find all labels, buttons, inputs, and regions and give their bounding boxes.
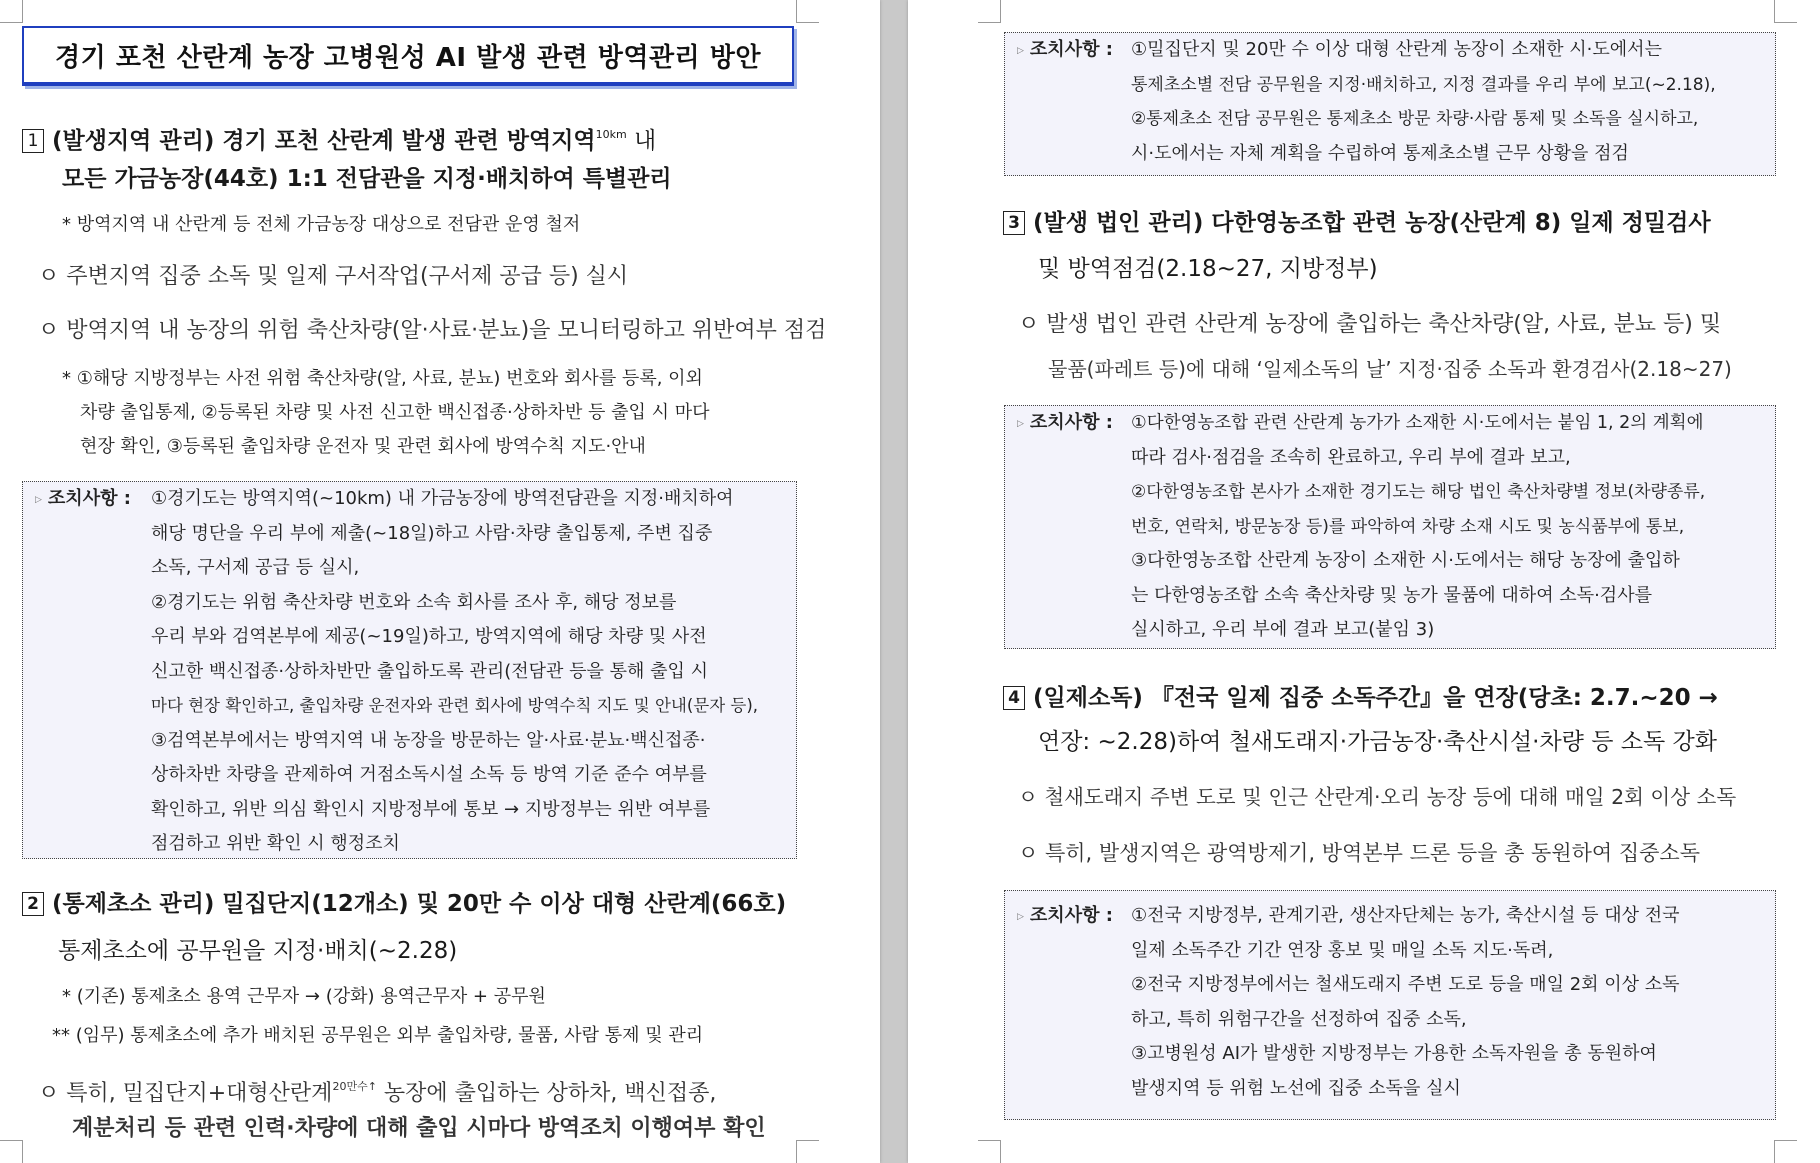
action-line: 하고, 특히 위험구간을 선정하여 집중 소독, [1131, 1008, 1467, 1030]
action-label: ▷ 조치사항 : [1017, 905, 1113, 926]
action-line: ③다한영농조합 산란계 농장이 소재한 시·도에서는 해당 농장에 출입하 [1131, 550, 1680, 571]
action-line: 는 다한영농조합 소속 축산차량 및 농가 물품에 대하여 소독·검사를 [1131, 584, 1652, 606]
action-line: ②전국 지방정부에서는 철새도래지 주변 도로 등을 매일 2회 이상 소독 [1131, 974, 1680, 995]
action-line: ①다한영농조합 관련 산란계 농가가 소재한 시·도에서는 붙임 1, 2의 계획에 [1131, 413, 1704, 433]
action-line: 실시하고, 우리 부에 결과 보고(붙임 3) [1131, 619, 1435, 640]
crop-mark [0, 0, 23, 23]
section-4-line-2: 연장: ~2.28)하여 철새도래지·가금농장·축산시설·차량 등 소독 강화 [1038, 729, 1717, 755]
section-2-bullet-2: 계분처리 등 관련 인력·차량에 대해 출입 시마다 방역조치 이행여부 확인 [72, 1116, 766, 1141]
triangle-icon: ▷ [1017, 46, 1024, 56]
action-box-1 [22, 481, 797, 859]
triangle-icon: ▷ [1017, 419, 1024, 429]
section-1-note: * 방역지역 내 산란계 등 전체 가금농장 대상으로 전담관 운영 철저 [62, 214, 581, 235]
action-line: ①경기도는 방역지역(~10km) 내 가금농장에 방역전담관을 지정·배치하여 [151, 488, 734, 509]
action-line: ②경기도는 위험 축산차량 번호와 소속 회사를 조사 후, 해당 정보를 [151, 591, 677, 613]
section-1-bullet-2: ㅇ 방역지역 내 농장의 위험 축산차량(알·사료·분뇨)을 모니터링하고 위반여부 점검 [38, 318, 827, 343]
section-2-line-1: 2 (통제초소 관리) 밀집단지(12개소) 및 20만 수 이상 대형 산란계(66호) [22, 889, 786, 919]
action-line: 일제 소독주간 기간 연장 홍보 및 매일 소독 지도·독려, [1131, 939, 1554, 961]
action-label: ▷ 조치사항 : [1017, 39, 1113, 60]
action-line: 해당 명단을 우리 부에 제출(~18일)하고 사람·차량 출입통제, 주변 집중 [151, 522, 713, 544]
section-3-line-1: 3 (발생 법인 관리) 다한영농조합 관련 농장(산란계 8) 일제 정밀검사 [1003, 208, 1711, 238]
action-line: ③검역본부에서는 방역지역 내 농장을 방문하는 알·사료·분뇨·백신접종· [151, 729, 706, 751]
action-line: ①전국 지방정부, 관계기관, 생산자단체는 농가, 축산시설 등 대상 전국 [1131, 905, 1680, 926]
section-4-bullet-2: ㅇ 특히, 발생지역은 광역방제기, 방역본부 드론 등을 총 동원하여 집중소독 [1018, 841, 1701, 865]
section-3-bullet-2: 물품(파레트 등)에 대해 ‘일제소독의 날’ 지정·집중 소독과 환경검사(2.18~27) [1048, 357, 1732, 381]
section-1-note-2-line-2: 차량 출입통제, ②등록된 차량 및 사전 신고한 백신접종·상하차반 등 출입 시 마다 [80, 402, 710, 423]
action-label: ▷ 조치사항 : [1017, 412, 1113, 433]
section-2-note-2: ** (임무) 통제초소에 추가 배치된 공무원은 외부 출입차량, 물품, 사람 통제 및 관리 [52, 1025, 704, 1046]
section-4-bullet-1: ㅇ 철새도래지 주변 도로 및 인근 산란계·오리 농장 등에 대해 매일 2회 이상 소독 [1018, 785, 1737, 809]
action-line: 번호, 연락처, 방문농장 등)를 파악하여 차량 소재 시도 및 농식품부에 통보, [1131, 516, 1685, 537]
section-1-note-2-line-3: 현장 확인, ③등록된 출입차량 운전자 및 관련 회사에 방역수칙 지도·안내 [80, 436, 646, 457]
section-number: 4 [1003, 686, 1025, 710]
section-1-line-2: 모든 가금농장(44호) 1:1 전담관을 지정·배치하여 특별관리 [62, 166, 672, 192]
action-line: 신고한 백신접종·상하차반만 출입하도록 관리(전담관 등을 통해 출입 시 [151, 660, 709, 682]
crop-mark [796, 1140, 819, 1163]
action-line: 마다 현장 확인하고, 출입차량 운전자와 관련 회사에 방역수칙 지도 및 안내(문자 등), [151, 696, 759, 715]
action-line: ③고병원성 AI가 발생한 지방정부는 가용한 소독자원을 총 동원하여 [1131, 1043, 1657, 1064]
section-number: 3 [1003, 211, 1025, 235]
crop-mark [1774, 1140, 1797, 1163]
section-2-note-1: * (기존) 통제초소 용역 근무자 → (강화) 용역근무자 + 공무원 [62, 986, 546, 1007]
action-line: 시·도에서는 자체 계획을 수립하여 통제초소별 근무 상황을 점검 [1131, 142, 1629, 164]
crop-mark [978, 1140, 1001, 1163]
crop-mark [1774, 0, 1797, 23]
action-line: 우리 부와 검역본부에 제공(~19일)하고, 방역지역에 해당 차량 및 사전 [151, 626, 707, 647]
action-line: 통제초소별 전담 공무원을 지정·배치하고, 지정 결과를 우리 부에 보고(~2.18), [1131, 74, 1716, 95]
action-line: 확인하고, 위반 의심 확인시 지방정부에 통보 → 지방정부는 위반 여부를 [151, 798, 711, 820]
document-page-left [0, 0, 880, 1163]
triangle-icon: ▷ [1017, 912, 1024, 922]
action-line: 점검하고 위반 확인 시 행정조치 [151, 833, 400, 854]
action-box-2 [1004, 32, 1776, 176]
section-number: 1 [22, 129, 44, 153]
crop-mark [978, 0, 1001, 23]
action-line: 따라 검사·점검을 조속히 완료하고, 우리 부에 결과 보고, [1131, 446, 1571, 468]
action-label: ▷ 조치사항 : [35, 488, 131, 509]
action-box-4 [1004, 890, 1776, 1120]
section-4-line-1: 4 (일제소독) 『전국 일제 집중 소독주간』을 연장(당초: 2.7.~20 → [1003, 683, 1718, 713]
document-page-right [908, 0, 1820, 1163]
action-line: 소독, 구서제 공급 등 실시, [151, 557, 360, 578]
section-2-line-2: 통제초소에 공무원을 지정·배치(~2.28) [58, 938, 458, 964]
crop-mark [0, 1140, 23, 1163]
action-line: 발생지역 등 위험 노선에 집중 소독을 실시 [1131, 1077, 1461, 1099]
section-number: 2 [22, 892, 44, 916]
action-box-3 [1004, 405, 1776, 649]
section-1-line-1: 1 (발생지역 관리) 경기 포천 산란계 발생 관련 방역지역$^{10km}$ 내 [22, 120, 656, 156]
section-3-line-2: 및 방역점검(2.18~27, 지방정부) [1038, 256, 1378, 282]
section-2-bullet-1: ㅇ 특히, 밀집단지+대형산란계$^{20만수↑}$ 농장에 출입하는 상하차, 백신접종, [38, 1080, 717, 1106]
section-1-bullet-1: ㅇ 주변지역 집중 소독 및 일제 구서작업(구서제 공급 등) 실시 [38, 264, 629, 289]
action-line: ②다한영농조합 본사가 소재한 경기도는 해당 법인 축산차량별 정보(차량종류, [1131, 482, 1706, 502]
document-title: 경기 포천 산란계 농장 고병원성 AI 발생 관련 방역관리 방안 [22, 26, 794, 86]
section-1-note-2-line-1: * ①해당 지방정부는 사전 위험 축산차량(알, 사료, 분뇨) 번호와 회사를 등록, 이외 [62, 368, 703, 389]
action-line: ②통제초소 전담 공무원은 통제초소 방문 차량·사람 통제 및 소독을 실시하고, [1131, 109, 1699, 129]
crop-mark [796, 0, 819, 23]
triangle-icon: ▷ [35, 495, 42, 505]
action-line: 상하차반 차량을 관제하여 거점소독시설 소독 등 방역 기준 준수 여부를 [151, 764, 707, 785]
action-line: ①밀집단지 및 20만 수 이상 대형 산란계 농장이 소재한 시·도에서는 [1131, 39, 1662, 60]
section-3-bullet-1: ㅇ 발생 법인 관련 산란계 농장에 출입하는 축산차량(알, 사료, 분뇨 등) 및 [1018, 312, 1722, 337]
